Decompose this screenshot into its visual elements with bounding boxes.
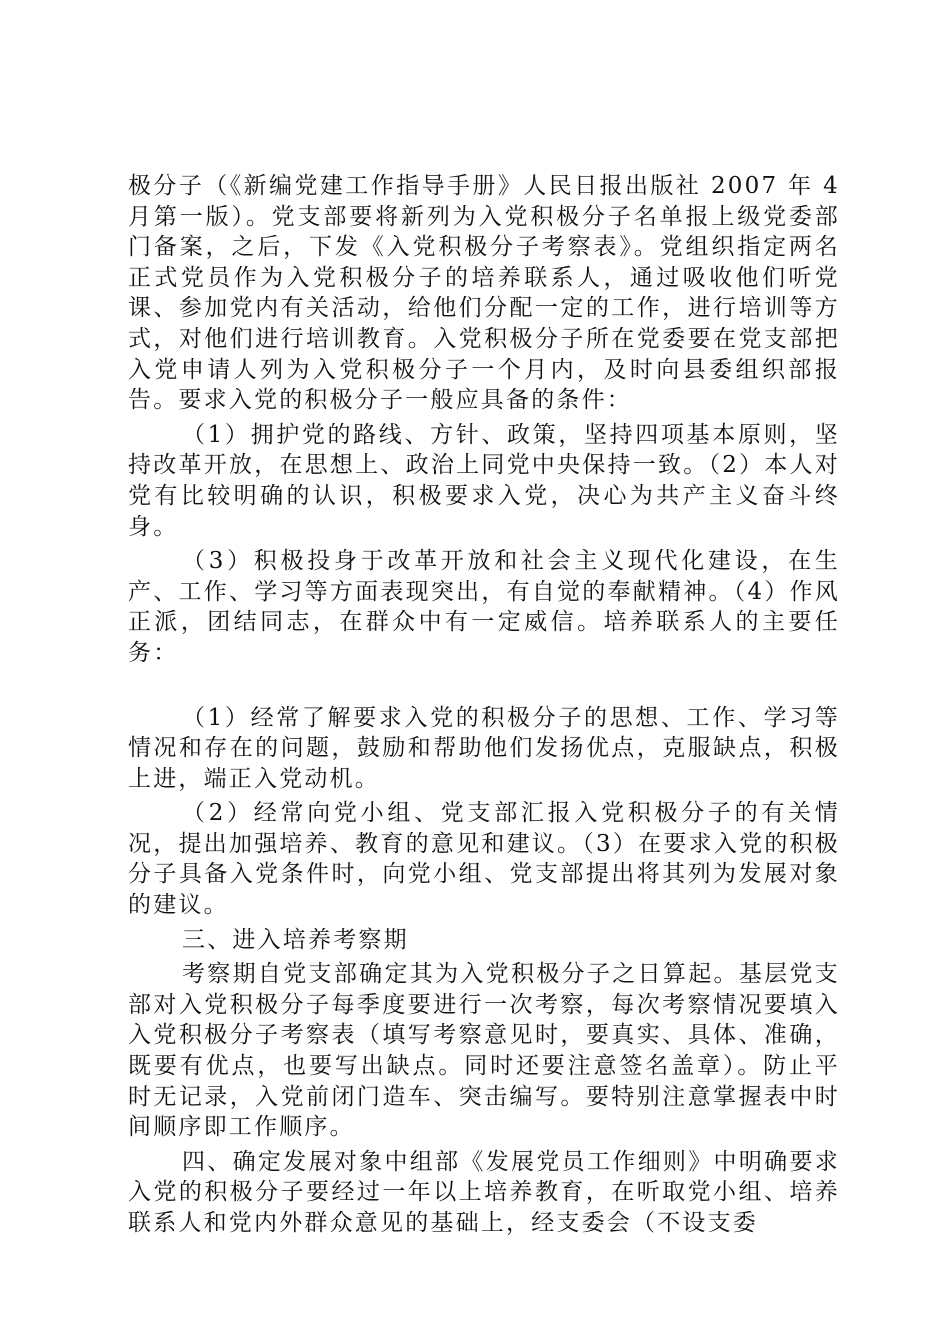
paragraph-1: 极分子（《新编党建工作指导手册》人民日报出版社 2007 年 4 月第一版）。党支部要将新列为入党积极分子名单报上级党委部门备案，之后，下发《入党积极分子考察表》。党组织指定两名正式党员作为入党积极分子的培养联系人，通过吸收他们听党课、参加党内有关活动，给他们分配一定的工作，进行培训等方式，对他们进行培训教育。入党积极分子所在党委要在党支部把入党申请人列为入党积极分子一个月内，及时向县委组织部报告。要求入党的积极分子一般应具备的条件： xyxy=(128,173,840,414)
paragraph-6: 考察期自党支部确定其为入党积极分子之日算起。基层党支部对入党积极分子每季度要进行一次考察，每次考察情况要填入入党积极分子考察表（填写考察意见时，要真实、具体、准确，既要有优点，也要写出缺点。同时还要注意签名盖章）。防止平时无记录，入党前闭门造车、突击编写。要特别注意掌握表中时间顺序即工作顺序。 xyxy=(128,961,840,1141)
paragraph-4: （1）经常了解要求入党的积极分子的思想、工作、学习等情况和存在的问题，鼓励和帮助他们发扬优点，克服缺点，积极上进，端正入党动机。 xyxy=(128,704,840,792)
paragraph-3: （3）积极投身于改革开放和社会主义现代化建设，在生产、工作、学习等方面表现突出，有自觉的奉献精神。（4）作风正派，团结同志，在群众中有一定威信。培养联系人的主要任务： xyxy=(128,548,840,666)
paragraph-5: （2）经常向党小组、党支部汇报入党积极分子的有关情况，提出加强培养、教育的意见和建议。（3）在要求入党的积极分子具备入党条件时，向党小组、党支部提出将其列为发展对象的建议。 xyxy=(128,800,840,919)
section-heading-3: 三、进入培养考察期 xyxy=(182,926,409,953)
document-page xyxy=(128,171,840,1243)
paragraph-2: （1）拥护党的路线、方针、政策，坚持四项基本原则，坚持改革开放，在思想上、政治上同党中央保持一致。（2）本人对党有比较明确的认识，积极要求入党，决心为共产主义奋斗终身。 xyxy=(128,421,840,540)
paragraph-7: 四、确定发展对象中组部《发展党员工作细则》中明确要求入党的积极分子要经过一年以上培养教育，在听取党小组、培养联系人和党内外群众意见的基础上，经支委会（不设支委 xyxy=(128,1148,840,1236)
